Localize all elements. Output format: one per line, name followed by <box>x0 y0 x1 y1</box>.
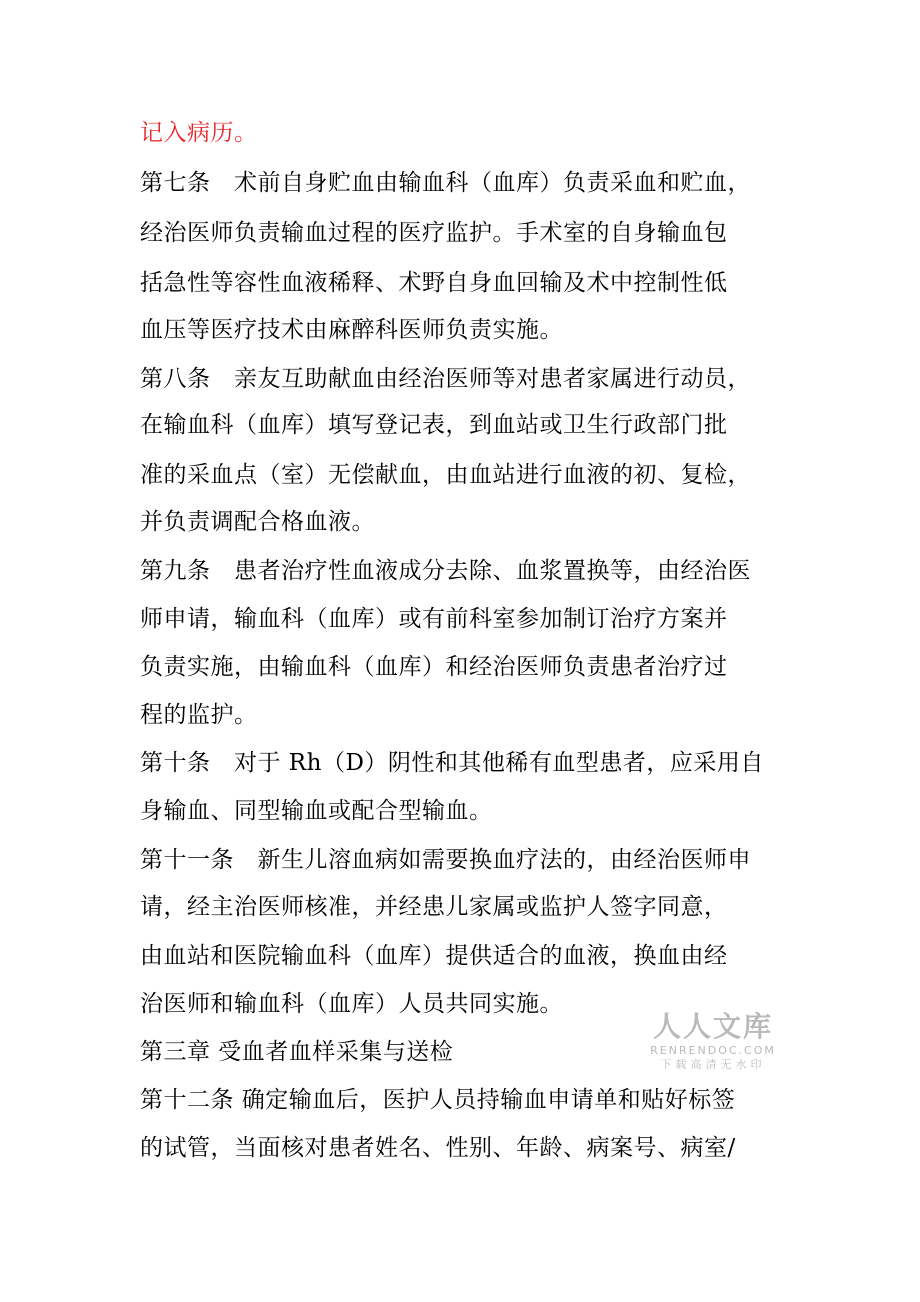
watermark-subtitle: 下载高清无水印 <box>660 1058 766 1071</box>
text-line: 血压等医疗技术由麻醉科医师负责实施。 <box>140 317 563 343</box>
text-line: 负责实施，由输血科（血库）和经治医师负责患者治疗过 <box>140 654 728 680</box>
text-line: 第七条 术前自身贮血由输血科（血库）负责采血和贮血， <box>140 170 751 196</box>
text-line: 治医师和输血科（血库）人员共同实施。 <box>140 991 563 1017</box>
text-line: 记入病历。 <box>140 120 258 146</box>
text-line: 第十条 对于 Rh（D）阴性和其他稀有血型患者，应采用自 <box>140 750 764 776</box>
text-line: 身输血、同型输血或配合型输血。 <box>140 798 493 824</box>
text-line: 括急性等容性血液稀释、术野自身血回输及术中控制性低 <box>140 270 728 296</box>
text-line: 程的监护。 <box>140 702 258 728</box>
text-line: 经治医师负责输血过程的医疗监护。手术室的自身输血包 <box>140 220 728 246</box>
text-line: 第十二条 确定输血后，医护人员持输血申请单和贴好标签 <box>140 1087 736 1113</box>
text-line: 第十一条 新生儿溶血病如需要换血疗法的，由经治医师申 <box>140 847 751 873</box>
text-line: 在输血科（血库）填写登记表，到血站或卫生行政部门批 <box>140 412 728 438</box>
watermark-title: 人人文库 <box>652 1010 773 1043</box>
text-line: 由血站和医院输血科（血库）提供适合的血液，换血由经 <box>140 943 728 969</box>
text-line: 的试管，当面核对患者姓名、性别、年龄、病案号、病室/ <box>140 1135 736 1161</box>
chapter-heading: 第三章 受血者血样采集与送检 <box>140 1039 454 1065</box>
watermark <box>648 1010 778 1072</box>
text-line: 并负责调配合格血液。 <box>140 509 375 535</box>
text-line: 请，经主治医师核准，并经患儿家属或监护人签字同意， <box>140 894 728 920</box>
text-line: 第九条 患者治疗性血液成分去除、血浆置换等，由经治医 <box>140 558 751 584</box>
watermark-domain: RENRENDOC.COM <box>650 1044 776 1057</box>
text-line: 师申请，输血科（血库）或有前科室参加制订治疗方案并 <box>140 606 728 632</box>
text-line: 准的采血点（室）无偿献血，由血站进行血液的初、复检， <box>140 462 751 488</box>
text-line: 第八条 亲友互助献血由经治医师等对患者家属进行动员， <box>140 366 751 392</box>
